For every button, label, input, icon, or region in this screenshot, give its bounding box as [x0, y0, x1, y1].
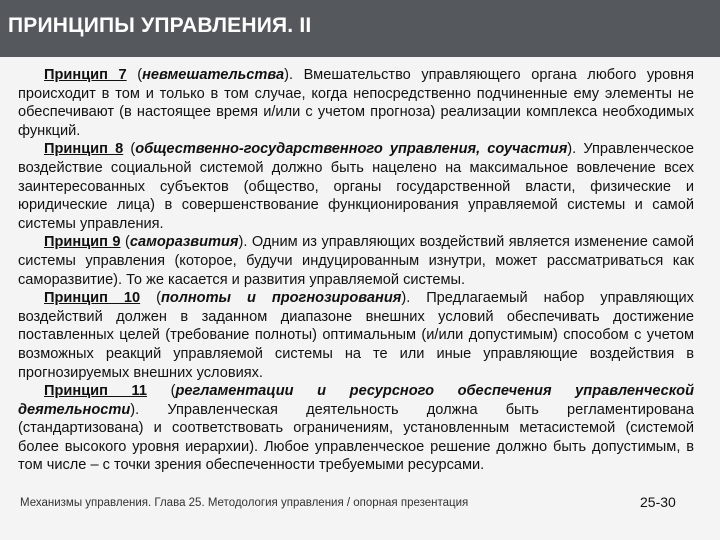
- principle-name: Принцип 9: [44, 234, 121, 251]
- principles-body: [18, 66, 694, 475]
- principle-description: саморазвития: [129, 234, 239, 251]
- principle-name: Принцип 8: [44, 141, 124, 158]
- slide-title: ПРИНЦИПЫ УПРАВЛЕНИЯ. II: [8, 14, 312, 37]
- principle-description: общественно-государственного управления, соучастия: [135, 141, 568, 158]
- principle-name: Принцип 10: [44, 290, 141, 307]
- footer-caption: Механизмы управления. Глава 25. Методология управления / опорная презентация: [20, 497, 469, 509]
- principle-name: Принцип 11: [44, 383, 147, 400]
- principle-paragraph: Принцип 9 (саморазвития). Одним из управляющих воздействий является изменение самой системы управления (которое, будучи индуцированным изнутри, может рассматриваться как саморазвитие). То же касается и развития управляемой системы.: [18, 234, 694, 288]
- principle-paragraph: Принцип 11 (регламентации и ресурсного обеспечения управленческой деятельности). Управленческая деятельность должна быть регламентирована (стандартизована) и соответствовать ограничениям, установленным метасистемой (системой более высокого уровня иерархии). Любое управленческое решение должно быть допустимым, в том числе – с точки зрения обеспеченности требуемыми ресурсами.: [18, 383, 695, 474]
- principle-text: Вмешательство управляющего органа любого уровня происходит в том и только в том случае, когда непосредственно подчиненные ему элементы не обеспечивают (в настоящее время и/или с учетом прогноза) реализации комплекса необходимых функций.: [18, 67, 695, 139]
- principle-paragraph: Принцип 7 (невмешательства). Вмешательство управляющего органа любого уровня происходит в том и только в том случае, когда непосредственно подчиненные ему элементы не обеспечивают (в настоящее время и/или с учетом прогноза) реализации комплекса необходимых функций.: [18, 67, 695, 139]
- page-number: 25-30: [640, 494, 676, 510]
- principle-text: Одним из управляющих воздействий является изменение самой системы управления (которое, будучи индуцированным изнутри, может рассматриваться как саморазвитие). То же касается и развития управляемой системы.: [18, 234, 694, 288]
- principle-description: регламентации и ресурсного обеспечения управленческой деятельности: [18, 383, 695, 418]
- principle-description: невмешательства: [142, 67, 285, 83]
- principle-paragraph: Принцип 10 (полноты и прогнозирования). Предлагаемый набор управляющих воздействий должен в заданном диапазоне внешних условий обеспечивать достижение поставленных целей (требование полноты) оптимальным (и/или допустимым) способом с учетом возможных реакций управляемой системы на те или иные управляющие воздействия в прогнозируемых внешних условиях.: [18, 290, 694, 381]
- principle-name: Принцип 7: [44, 67, 127, 83]
- principle-text: Управленческое воздействие социальной системой должно быть нацелено на максимальное вовлечение всех заинтересованных субъектов (общество, органы государственной власти, физические и юридические лица) в совершенствование функционирования управляемой системы и самой системы управления.: [18, 141, 695, 232]
- principle-description: полноты и прогнозирования: [160, 290, 402, 307]
- principle-text: Предлагаемый набор управляющих воздействий должен в заданном диапазоне внешних условий обеспечивать достижение поставленных целей (требование полноты) оптимальным (и/или допустимым) способом с учетом возможных реакций управляемой системы на те или иные управляющие воздействия в прогнозируемых внешних условиях.: [18, 290, 694, 381]
- principle-paragraph: Принцип 8 (общественно-государственного управления, соучастия). Управленческое воздействие социальной системой должно быть нацелено на максимальное вовлечение всех заинтересованных субъектов (общество, органы государственной власти, физические и юридические лица) в совершенствование функционирования управляемой системы и самой системы управления.: [18, 141, 695, 232]
- principle-text: Управленческая деятельность должна быть регламентирована (стандартизована) и соответствовать ограничениям, установленным метасистемой (системой более высокого уровня иерархии). Любое управленческое решение должно быть допустимым, в том числе – с точки зрения обеспеченности требуемыми ресурсами.: [18, 401, 694, 474]
- title-bar: [0, 0, 720, 57]
